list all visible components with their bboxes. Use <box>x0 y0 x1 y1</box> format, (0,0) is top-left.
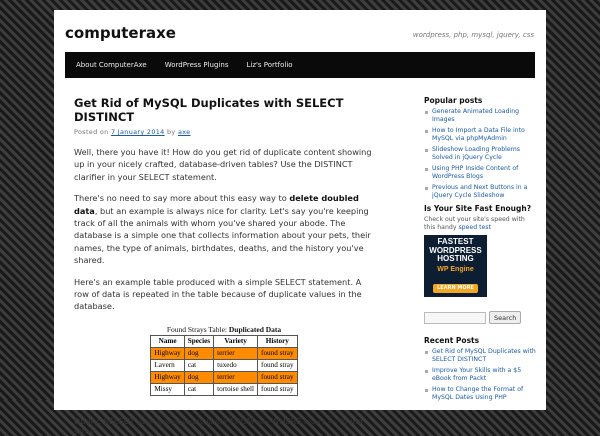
table-cell: Missy <box>151 383 184 395</box>
table-header-row <box>151 335 297 347</box>
ad-line-1: FASTEST <box>437 237 474 246</box>
speed-widget-title: Is Your Site Fast Enough? <box>424 204 532 213</box>
query-table: pets <box>256 416 269 426</box>
ad-brand: WP Engine <box>437 265 474 273</box>
search-form <box>424 311 536 324</box>
site-tagline: wordpress, php, mysql, jquery, css <box>412 31 534 39</box>
nav-item-about[interactable]: About ComputerAxe <box>76 61 147 69</box>
post-date-link[interactable]: 7 January 2014 <box>110 128 165 136</box>
post-meta-by: by <box>167 128 176 136</box>
post-meta-prefix: Posted on <box>74 128 109 136</box>
query-label: Query: SELECT <box>74 415 135 426</box>
speed-test-link[interactable]: speed test <box>458 224 491 231</box>
popular-post-link[interactable]: Slideshow Loading Problems Solved in jQuery Cycle <box>424 146 536 162</box>
table-cell: cat <box>184 383 213 395</box>
popular-post-link[interactable]: Using PHP Inside Content of WordPress Blogs <box>424 165 536 181</box>
strays-table-wrap <box>74 325 374 396</box>
speed-widget-text <box>424 216 536 232</box>
post-author-link[interactable]: axe <box>177 128 191 136</box>
table-header-cell: Name <box>151 335 184 347</box>
table-cell: terrier <box>214 347 258 359</box>
post-paragraph-1: Well, there you have it! How do you get rid of duplicate content showing up in your nicely crafted, database-driven tables? Use the DISTINCT clarifier in your SELECT statement. <box>74 147 372 182</box>
table-cell: Lavern <box>151 359 184 371</box>
popular-post-link[interactable]: How to Import a Data File into MySQL via phpMyAdmin <box>424 127 536 143</box>
post-paragraph-2 <box>74 192 374 266</box>
site-title[interactable]: computeraxe <box>65 24 176 42</box>
recent-post-link[interactable]: How to Change the Format of MySQL Dates Using PHP <box>424 386 536 402</box>
post-title[interactable]: Get Rid of MySQL Duplicates with SELECT DISTINCT <box>74 96 344 124</box>
table-row <box>151 383 297 395</box>
p2-before: There's no need to say more about this easy way to <box>74 193 290 204</box>
post-content <box>74 96 374 436</box>
speed-text: Check out your site's speed with this handy <box>424 216 525 231</box>
table-caption-prefix: Found Strays Table: <box>166 324 227 334</box>
page-container <box>54 10 546 436</box>
query-line <box>74 416 374 436</box>
table-cell: Highway <box>151 371 184 383</box>
p2-after: , but an example is always nice for clarity. Let's say you're keeping track of all the animals with whom you've shared your abode. The database is a simple one that collects information about your pets, their names, the type of animals, birthdates, deaths, and the history you've shared. <box>74 205 371 266</box>
popular-post-link[interactable]: Generate Animated Loading Images <box>424 108 536 124</box>
recent-posts-list <box>424 348 536 402</box>
query-cond-value: = 'found stray' <box>74 415 363 436</box>
recent-post-link[interactable]: Get Rid of MySQL Duplicates with SELECT DISTINCT <box>424 348 536 364</box>
query-from: FROM <box>230 415 254 426</box>
table-cell: found stray <box>258 383 298 395</box>
recent-posts-title: Recent Posts <box>424 336 480 345</box>
table-cell: Highway <box>151 347 184 359</box>
query-cond-field: history <box>304 416 326 426</box>
ad-line-2: WORDPRESS <box>429 245 482 255</box>
popular-posts-title: Popular posts <box>424 96 483 105</box>
p2-bold: delete doubled data <box>74 193 359 216</box>
table-cell: dog <box>184 371 213 383</box>
search-input[interactable] <box>424 312 486 324</box>
table-header-cell: History <box>258 335 298 347</box>
ad-learn-more-button[interactable]: LEARN MORE <box>433 284 478 293</box>
post-paragraph-3: Here's an example table produced with a simple SELECT statement. A row of data is repeated in the table because of duplicate values in the database. <box>74 276 362 312</box>
post-meta <box>74 128 374 136</box>
recent-post-link[interactable]: Improve Your Skills with a $5 eBook from Packt <box>424 367 536 383</box>
table-cell: found stray <box>258 371 298 383</box>
nav-item-portfolio[interactable]: Liz's Portfolio <box>246 61 293 69</box>
popular-post-link[interactable]: Previous and Next Buttons in a jQuery Cycle Slideshow <box>424 184 536 200</box>
query-where: WHERE <box>271 415 302 426</box>
table-cell: found stray <box>258 359 298 371</box>
table-cell: dog <box>184 347 213 359</box>
table-caption <box>74 325 374 334</box>
table-cell: tortoise shell <box>214 383 258 395</box>
table-cell: tuxedo <box>214 359 258 371</box>
sidebar <box>424 96 536 405</box>
query-fields: name, species, variety, history <box>137 416 228 426</box>
table-header-cell: Variety <box>214 335 258 347</box>
table-cell: terrier <box>214 371 258 383</box>
table-caption-bold: Duplicated Data <box>228 324 282 334</box>
ad-line-3: HOSTING <box>437 254 474 263</box>
nav-item-plugins[interactable]: WordPress Plugins <box>164 61 229 69</box>
wpengine-ad-banner[interactable] <box>424 235 487 297</box>
table-row <box>151 359 297 371</box>
table-cell: found stray <box>258 347 298 359</box>
strays-table <box>150 335 297 396</box>
popular-posts-list <box>424 108 536 200</box>
search-button[interactable]: Search <box>489 311 521 324</box>
table-header-cell: Species <box>184 335 213 347</box>
table-row <box>151 371 297 383</box>
table-cell: cat <box>184 359 213 371</box>
main-nav <box>65 52 535 78</box>
table-row <box>151 347 297 359</box>
